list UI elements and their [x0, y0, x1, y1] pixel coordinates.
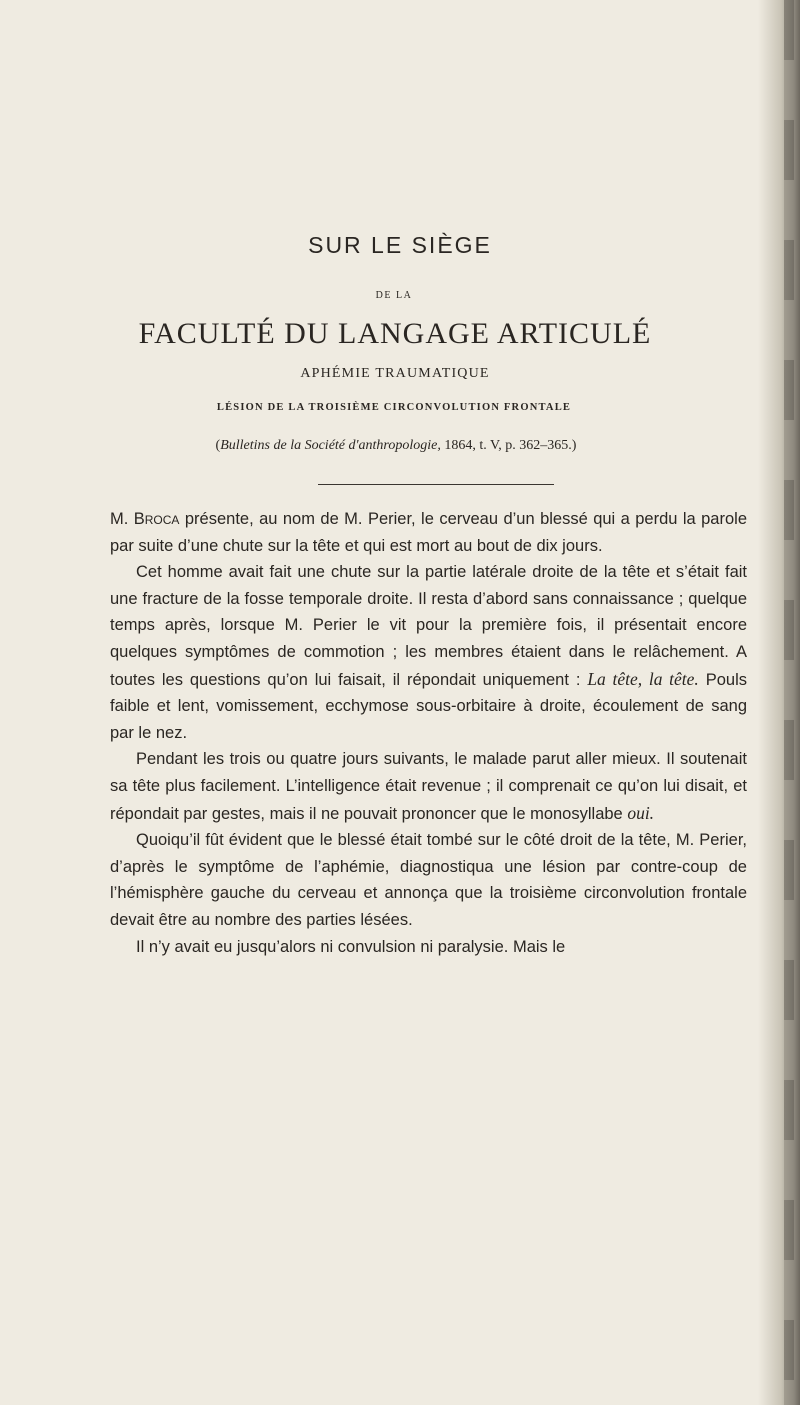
p1-text: présente, au nom de M. Perier, le cerveau d’un blessé qui a perdu la parole par suite d’une chute sur la tête et qui est mort au bout de dix jours. [110, 510, 747, 555]
title-line-2: DE LA [375, 290, 413, 301]
citation-open: ( [215, 438, 221, 453]
sub-subtitle: LÉSION DE LA TROISIÈME CIRCONVOLUTION FRONTALE [216, 402, 572, 413]
title-line-1: SUR LE SIÈGE [308, 232, 492, 258]
p1-prefix: M. [110, 510, 134, 528]
article-body [110, 506, 747, 960]
paragraph-1 [110, 506, 747, 559]
p2-text-a: Cet homme avait fait une chute sur la partie latérale droite de la tête et s’était fait une fracture de la fosse temporale droite. Il resta d’abord sans connaissance ; quelque temps après, lorsque M. Perier le vit pour la première fois, il présentait encore quelques symptômes de commotion ; les membres étaient dans le relâchement. A toutes les questions qu’on lui faisait, il répondait uniquement : [110, 563, 747, 689]
author-name: Broca [133, 510, 180, 528]
p2-quote: La tête, la tête. [587, 668, 699, 689]
subtitle: APHÉMIE TRAUMATIQUE [300, 366, 490, 381]
p2-text-b: Pouls faible et lent, vomissement, ecchymose sous-orbitaire à droite, écoulement de sang par le nez. [110, 670, 747, 742]
p3-italic: oui. [627, 802, 655, 823]
p3-text: Pendant les trois ou quatre jours suivants, le malade parut aller mieux. Il soutenait sa tête plus facilement. L’intelligence était revenue ; il comprenait ce qu’on lui disait, et répondait par gestes, mais il ne pouvait prononcer que le monosyllabe [110, 750, 747, 823]
paragraph-5: Il n’y avait eu jusqu’alors ni convulsion ni paralysie. Mais le [136, 937, 566, 956]
citation-details: 1864, t. V, p. 362–365.) [440, 438, 577, 453]
binding-edge [784, 0, 794, 1405]
source-citation [0, 438, 796, 454]
paragraph-2 [110, 559, 747, 746]
citation-journal: Bulletins de la Société d'anthropologie, [220, 438, 441, 453]
paragraph-3 [110, 746, 747, 827]
main-title: FACULTÉ DU LANGAGE ARTICULÉ [138, 317, 652, 350]
paragraph-4: Quoiqu’il fût évident que le blessé était tombé sur le côté droit de la tête, M. Perier, d’après le symptôme de l’aphémie, diagnostiqua une lésion par contre-coup de l’hémisphère gauche du cerveau et annonça que la troisième circonvolution frontale devait être au nombre des parties lésées. [110, 831, 747, 929]
separator-rule [318, 484, 554, 485]
